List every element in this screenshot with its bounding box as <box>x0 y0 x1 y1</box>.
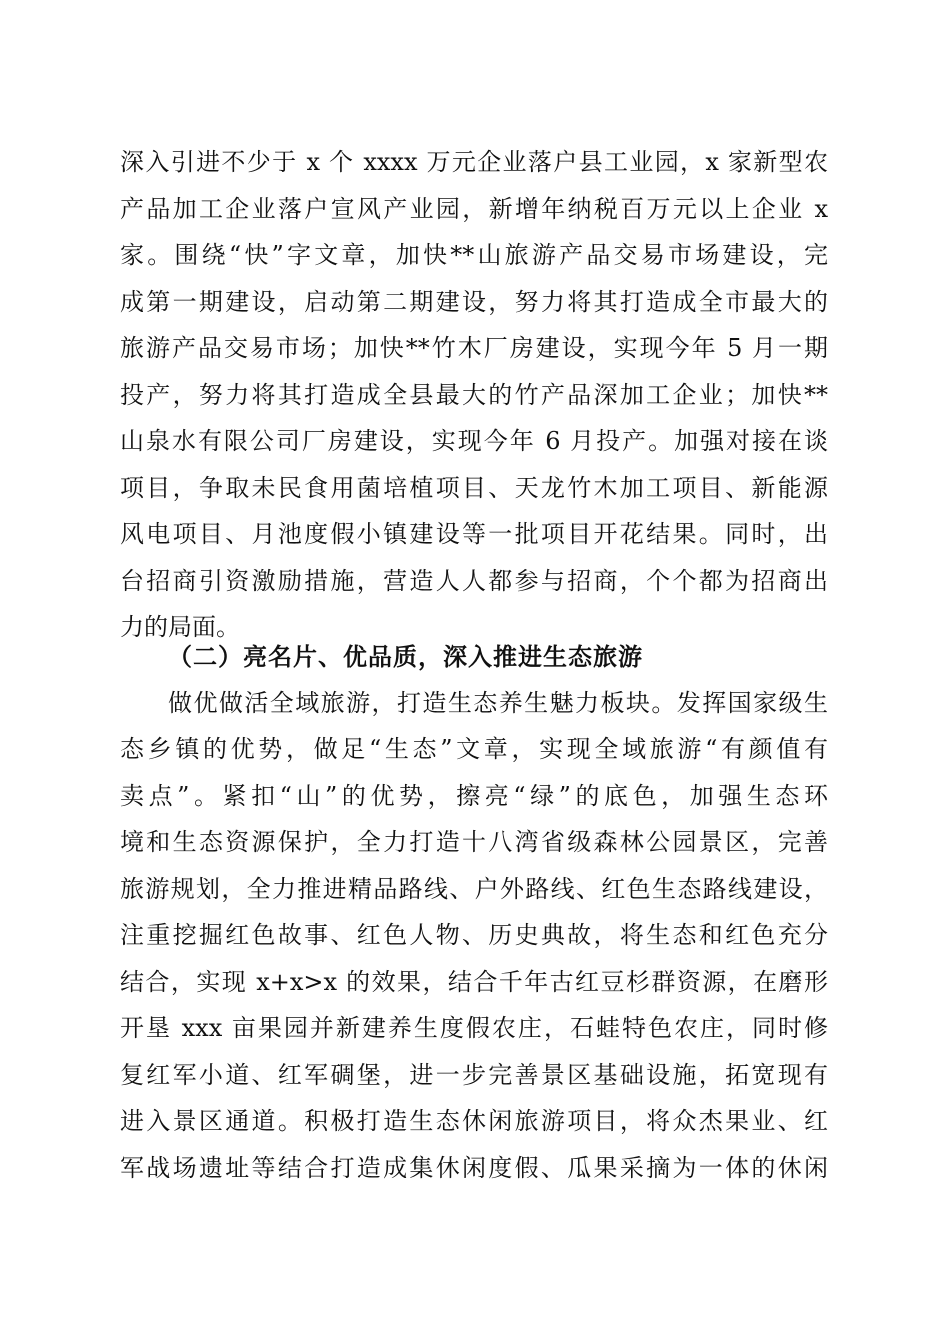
paragraph-1-line-2: 产品加工企业落户宣风产业园，新增年纳税百万元以上企业 x <box>120 195 828 223</box>
paragraph-2-line-6: 注重挖掘红色故事、红色人物、历史典故，将生态和红色充分 <box>120 921 828 949</box>
paragraph-2-line-5: 旅游规划，全力推进精品路线、户外路线、红色生态路线建设， <box>120 875 828 903</box>
paragraph-2-line-2: 态乡镇的优势，做足“生态”文章，实现全域旅游“有颜值有 <box>120 735 828 763</box>
paragraph-2-line-9: 复红军小道、红军碉堡，进一步完善景区基础设施，拓宽现有 <box>120 1061 828 1089</box>
paragraph-2-line-4: 境和生态资源保护，全力打造十八湾省级森林公园景区，完善 <box>120 828 828 856</box>
paragraph-1-line-3: 家。围绕“快”字文章，加快**山旅游产品交易市场建设，完 <box>120 241 828 269</box>
paragraph-1-line-4: 成第一期建设，启动第二期建设，努力将其打造成全市最大的 <box>120 288 828 316</box>
paragraph-2-line-1: 做优做活全域旅游，打造生态养生魅力板块。发挥国家级生 <box>168 689 828 717</box>
paragraph-1-line-1: 深入引进不少于 x 个 xxxx 万元企业落户县工业园，x 家新型农 <box>120 148 828 176</box>
paragraph-2-line-3: 卖点”。紧扣“山”的优势，擦亮“绿”的底色，加强生态环 <box>120 782 828 810</box>
paragraph-2-line-11: 军战场遗址等结合打造成集休闲度假、瓜果采摘为一体的休闲 <box>120 1154 828 1182</box>
paragraph-1-line-11: 力的局面。 <box>120 613 240 641</box>
paragraph-2-line-8: 开垦 xxx 亩果园并新建养生度假农庄，石蛙特色农庄，同时修 <box>120 1014 828 1042</box>
paragraph-2-line-10: 进入景区通道。积极打造生态休闲旅游项目，将众杰果业、红 <box>120 1107 828 1135</box>
paragraph-1-line-8: 项目，争取未民食用菌培植项目、天龙竹木加工项目、新能源 <box>120 474 828 502</box>
paragraph-1-line-5: 旅游产品交易市场；加快**竹木厂房建设，实现今年 5 月一期 <box>120 334 828 362</box>
paragraph-1-line-6: 投产，努力将其打造成全县最大的竹产品深加工企业；加快** <box>120 381 828 409</box>
section-heading: （二）亮名片、优品质，深入推进生态旅游 <box>168 642 643 671</box>
paragraph-1-line-9: 风电项目、月池度假小镇建设等一批项目开花结果。同时，出 <box>120 520 828 548</box>
paragraph-1-line-10: 台招商引资激励措施，营造人人都参与招商，个个都为招商出 <box>120 567 828 595</box>
paragraph-2-line-7: 结合，实现 x+x>x 的效果，结合千年古红豆杉群资源，在磨形 <box>120 968 828 996</box>
paragraph-1-line-7: 山泉水有限公司厂房建设，实现今年 6 月投产。加强对接在谈 <box>120 427 828 455</box>
